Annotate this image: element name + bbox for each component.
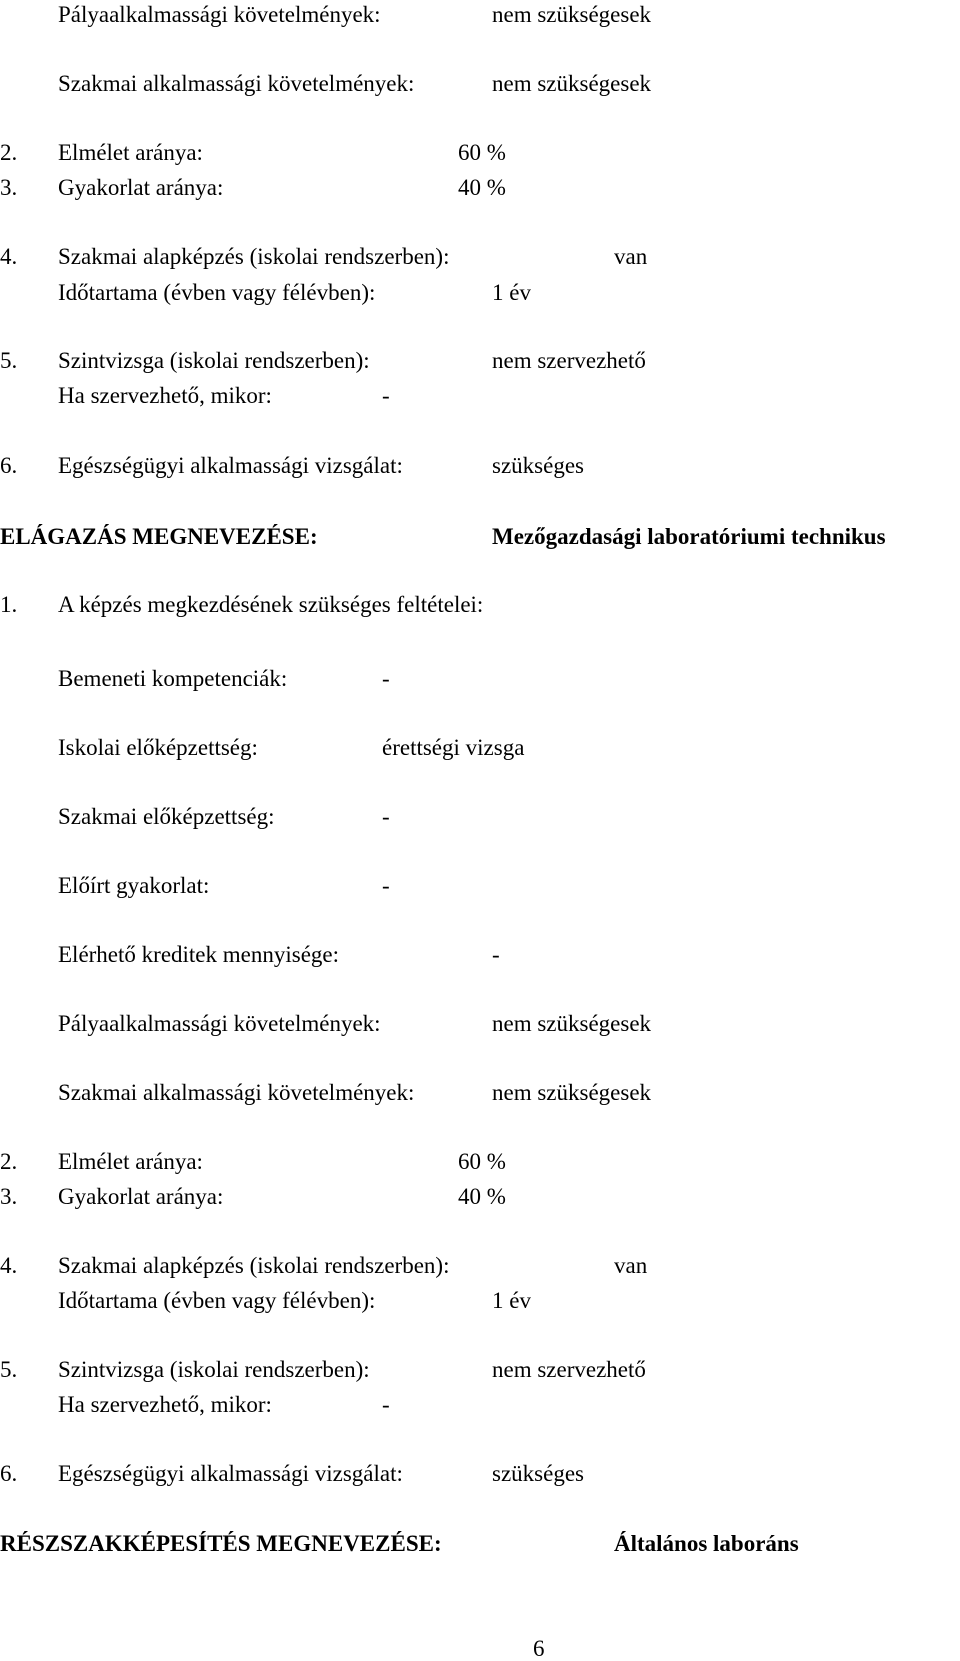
required-practice-label: Előírt gyakorlat: — [58, 873, 210, 898]
professional-qualification-label: Szakmai előképzettség: — [58, 804, 275, 829]
practice-ratio-number: 3. — [0, 175, 18, 200]
health-check-value: szükséges — [492, 1461, 584, 1486]
branch-heading-label: ELÁGAZÁS MEGNEVEZÉSE: — [0, 524, 318, 549]
professional-qualification-value: - — [382, 804, 390, 829]
practice-ratio-value: 40 % — [458, 1184, 506, 1209]
duration-label: Időtartama (évben vagy félévben): — [58, 1288, 376, 1313]
required-practice-value: - — [382, 873, 390, 898]
practice-ratio-number: 3. — [0, 1184, 18, 1209]
partial-qualification-value: Általános laboráns — [614, 1531, 799, 1556]
professional-requirements-value: nem szükségesek — [492, 71, 652, 96]
theory-ratio-value: 60 % — [458, 140, 506, 165]
exam-when-value: - — [382, 1392, 390, 1417]
school-qualification-value: érettségi vizsga — [382, 735, 525, 760]
duration-value: 1 év — [492, 1288, 531, 1313]
professional-requirements-value: nem szükségesek — [492, 1080, 652, 1105]
theory-ratio-label: Elmélet aránya: — [58, 140, 203, 165]
health-check-label: Egészségügyi alkalmassági vizsgálat: — [58, 453, 403, 478]
theory-ratio-number: 2. — [0, 140, 18, 165]
entry-conditions-number: 1. — [0, 592, 18, 617]
basic-training-value: van — [614, 1253, 648, 1278]
career-requirements-value: nem szükségesek — [492, 1011, 652, 1036]
level-exam-number: 5. — [0, 348, 18, 373]
career-requirements-label: Pályaalkalmassági követelmények: — [58, 1011, 381, 1036]
level-exam-label: Szintvizsga (iskolai rendszerben): — [58, 348, 370, 373]
branch-heading-value: Mezőgazdasági laboratóriumi technikus — [492, 524, 886, 549]
professional-requirements-label: Szakmai alkalmassági követelmények: — [58, 71, 415, 96]
credits-value: - — [492, 942, 500, 967]
career-requirements-value: nem szükségesek — [492, 2, 652, 27]
level-exam-label: Szintvizsga (iskolai rendszerben): — [58, 1357, 370, 1382]
entry-conditions-label: A képzés megkezdésének szükséges feltételei: — [58, 592, 484, 617]
career-requirements-label: Pályaalkalmassági követelmények: — [58, 2, 381, 27]
basic-training-label: Szakmai alapképzés (iskolai rendszerben): — [58, 1253, 450, 1278]
practice-ratio-label: Gyakorlat aránya: — [58, 1184, 224, 1209]
basic-training-number: 4. — [0, 244, 18, 269]
school-qualification-label: Iskolai előképzettség: — [58, 735, 258, 760]
basic-training-number: 4. — [0, 1253, 18, 1278]
health-check-label: Egészségügyi alkalmassági vizsgálat: — [58, 1461, 403, 1486]
health-check-value: szükséges — [492, 453, 584, 478]
input-competencies-value: - — [382, 666, 390, 691]
health-check-number: 6. — [0, 1461, 18, 1486]
exam-when-value: - — [382, 383, 390, 408]
input-competencies-label: Bemeneti kompetenciák: — [58, 666, 288, 691]
basic-training-value: van — [614, 244, 648, 269]
practice-ratio-value: 40 % — [458, 175, 506, 200]
level-exam-value: nem szervezhető — [492, 1357, 646, 1382]
level-exam-value: nem szervezhető — [492, 348, 646, 373]
duration-value: 1 év — [492, 280, 531, 305]
theory-ratio-value: 60 % — [458, 1149, 506, 1174]
exam-when-label: Ha szervezhető, mikor: — [58, 1392, 272, 1417]
credits-label: Elérhető kreditek mennyisége: — [58, 942, 340, 967]
partial-qualification-label: RÉSZSZAKKÉPESÍTÉS MEGNEVEZÉSE: — [0, 1531, 442, 1556]
professional-requirements-label: Szakmai alkalmassági követelmények: — [58, 1080, 415, 1105]
theory-ratio-number: 2. — [0, 1149, 18, 1174]
exam-when-label: Ha szervezhető, mikor: — [58, 383, 272, 408]
health-check-number: 6. — [0, 453, 18, 478]
basic-training-label: Szakmai alapképzés (iskolai rendszerben): — [58, 244, 450, 269]
level-exam-number: 5. — [0, 1357, 18, 1382]
practice-ratio-label: Gyakorlat aránya: — [58, 175, 224, 200]
page-number: 6 — [533, 1636, 545, 1661]
duration-label: Időtartama (évben vagy félévben): — [58, 280, 376, 305]
theory-ratio-label: Elmélet aránya: — [58, 1149, 203, 1174]
